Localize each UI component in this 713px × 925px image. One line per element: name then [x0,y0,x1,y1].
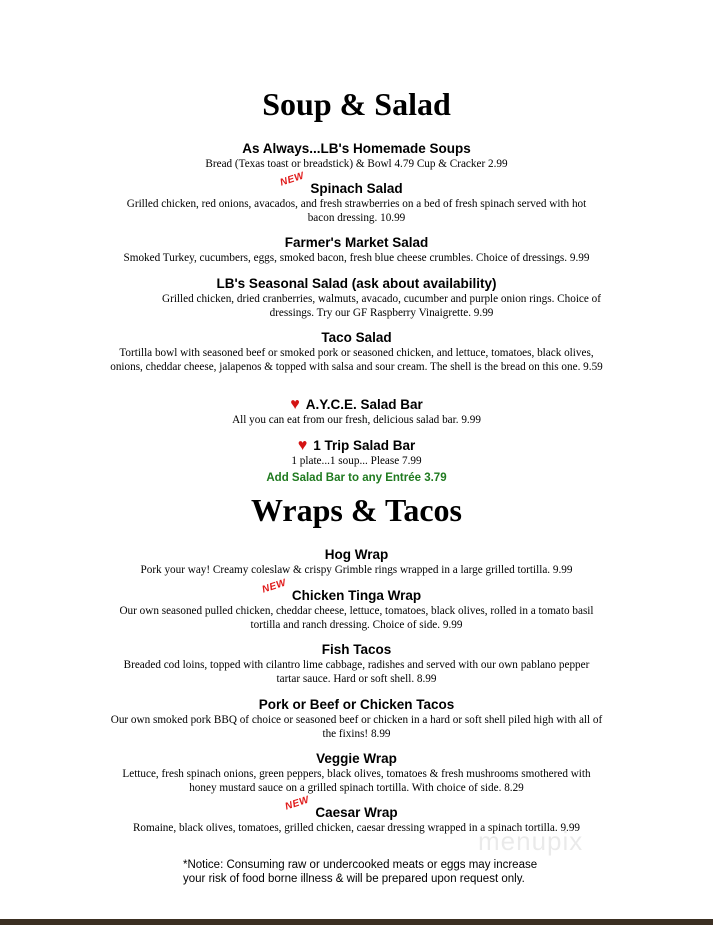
menu-item-hog-wrap [100,546,613,578]
notice-line-1: *Notice: Consuming raw or undercooked meats or eggs may increase [183,859,538,871]
soup-salad-title: Soup & Salad [262,86,451,122]
menu-item-seasonal-salad [100,275,613,320]
heart-icon: ♥ [290,396,300,413]
new-badge: NEW [279,170,307,189]
item-name-wrap [290,397,423,413]
menu-item-fish-tacos [100,641,613,686]
menu-item-farmers-market-salad [100,234,613,266]
menu-item-taco-salad [100,329,613,374]
item-name-wrap [298,438,416,454]
item-name: Spinach Salad [310,181,403,196]
item-desc: Smoked Turkey, cucumbers, eggs, smoked bacon, fresh blue cheese crumbles. Choice of dressings. 9.99 [123,252,590,264]
item-name: Chicken Tinga Wrap [291,588,422,603]
new-badge: NEW [284,794,312,813]
item-name: Veggie Wrap [316,751,397,766]
item-name: Caesar Wrap [315,805,398,820]
menu-item-pork-beef-chicken-tacos [100,696,613,741]
food-safety-notice [183,858,603,886]
item-desc: Breaded cod loins, topped with cilantro lime cabbage, radishes and served with our own pablano pepper tartar sauce. Hard or soft shell. 8.99 [123,659,590,685]
new-badge: NEW [260,577,288,596]
item-name: LB's Seasonal Salad (ask about availability) [216,276,497,291]
notice-line-2: your risk of food borne illness & will be prepared upon request only. [183,873,525,885]
item-desc: Pork your way! Creamy coleslaw & crispy Grimble rings wrapped in a large grilled tortilla. 9.99 [140,564,573,576]
item-name-wrap [260,577,422,604]
item-desc: Lettuce, fresh spinach onions, green peppers, black olives, tomatoes & fresh mushrooms smothered with honey mustard sauce on a grilled spinach tortilla. With choice of side. 8.29 [122,768,591,794]
item-name: Taco Salad [321,330,392,345]
item-name: A.Y.C.E. Salad Bar [305,397,423,412]
menu-item-chicken-tinga-wrap [100,577,613,632]
item-desc: Tortilla bowl with seasoned beef or smoked pork or seasoned chicken, and lettuce, tomatoes, black olives, onions, cheddar cheese, jalapenos & topped with salsa and sour cream. The shell is the bread on this one. 9.59 [110,347,603,373]
wraps-tacos-title: Wraps & Tacos [250,492,462,528]
item-name: Farmer's Market Salad [284,235,429,250]
item-desc: Our own smoked pork BBQ of choice or seasoned beef or chicken in a hard or soft shell piled high with all of the fixins! 8.99 [110,714,603,740]
item-name-wrap [284,794,398,821]
item-name: Pork or Beef or Chicken Tacos [258,697,455,712]
menu-item-veggie-wrap [100,750,613,795]
menu-item-spinach-salad [100,170,613,225]
item-name: As Always...LB's Homemade Soups [242,141,471,156]
menu-item-ayce-salad-bar [100,396,613,428]
salad-bar-addon-note: Add Salad Bar to any Entrée 3.79 [266,471,447,484]
menu-item-one-trip-salad-bar [100,437,613,484]
item-desc: Bread (Texas toast or breadstick) & Bowl 4.79 Cup & Cracker 2.99 [205,158,508,170]
item-desc: All you can eat from our fresh, delicious salad bar. 9.99 [232,414,481,426]
item-desc: Our own seasoned pulled chicken, cheddar cheese, lettuce, tomatoes, black olives, rolled in a tomato basil tortilla and ranch dressing. Choice of side. 9.99 [119,605,594,631]
heart-icon: ♥ [297,437,308,454]
item-desc: Grilled chicken, dried cranberries, walmuts, avacado, cucumber and purple onion rings. Choice of dressings. Try our GF Raspberry Vinaigrette. 9.99 [162,293,601,319]
bottom-border [0,919,713,925]
item-desc: 1 plate...1 soup... Please 7.99 [291,455,422,467]
item-name: 1 Trip Salad Bar [313,438,416,453]
item-name-wrap [279,170,403,197]
menu-item-homemade-soups [100,140,613,172]
item-name: Fish Tacos [321,642,392,657]
menupix-watermark: menupix [478,826,584,856]
item-name: Hog Wrap [324,547,389,562]
item-desc: Romaine, black olives, tomatoes, grilled chicken, caesar dressing wrapped in a spinach tortilla. 9.99 [132,822,581,834]
item-desc: Grilled chicken, red onions, avacados, and fresh strawberries on a bed of fresh spinach served with hot bacon dressing. 10.99 [126,198,587,224]
